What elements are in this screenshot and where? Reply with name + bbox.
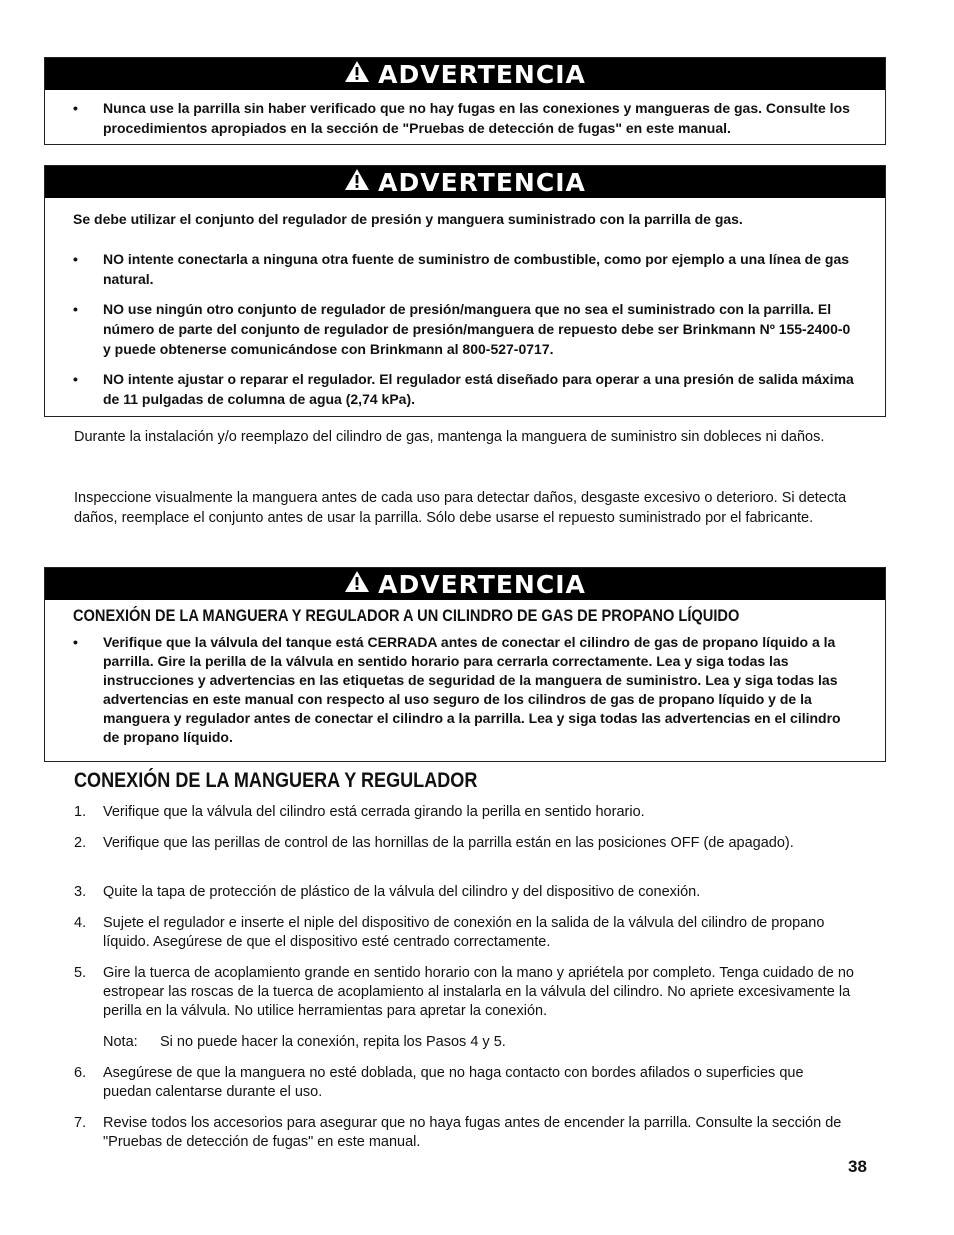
warning-triangle-icon [344, 168, 370, 196]
warning-bullet: • Nunca use la parrilla sin haber verificado que no hay fugas en las conexiones y mangueras de gas. Consulte los procedimientos apropiados en la sección de "Pruebas de detección de fugas" en este manual. [73, 98, 859, 138]
step-text: Verifique que la válvula del cilindro está cerrada girando la perilla en sentido horario. [103, 804, 645, 820]
body-paragraph: Durante la instalación y/o reemplazo del cilindro de gas, mantenga la manguera de suministro sin dobleces ni daños. [74, 429, 825, 445]
warning-triangle-icon [344, 570, 370, 598]
list-item [74, 834, 854, 853]
warning-title: ADVERTENCIA [378, 59, 586, 89]
step-number: 4. [74, 915, 87, 931]
section-heading: CONEXIÓN DE LA MANGUERA Y REGULADOR [74, 769, 478, 792]
step-text: Asegúrese de que la manguera no esté doblada, que no haga contacto con bordes afilados o superficies que puedan calentarse durante el uso. [103, 1065, 804, 1100]
list-item [74, 883, 854, 902]
warning-triangle-icon [344, 60, 370, 88]
step-number: 2. [74, 835, 87, 851]
step-number: 5. [74, 965, 87, 981]
warning-box-3 [44, 567, 886, 762]
list-item [74, 964, 854, 1021]
warning-title: ADVERTENCIA [378, 167, 586, 197]
list-item [74, 803, 854, 822]
list-item [74, 1064, 854, 1102]
warning-header [45, 568, 885, 600]
step-text: Gire la tuerca de acoplamiento grande en sentido horario con la mano y apriétela por completo. Tenga cuidado de no estropear las roscas de la tuerca de acoplamiento al instalarla en la válvula del cilindro. No apriete excesivamente la perilla en la válvula. No utilice herramientas para apretar la conexión. [103, 965, 854, 1019]
warning-bullet: • Verifique que la válvula del tanque está CERRADA antes de conectar el cilindro de gas de propano líquido a la parrilla. Gire la perilla de la válvula en sentido horario para cerrarla correctamente. Lea y siga todas las instrucciones y advertencias en las etiquetas de seguridad de la manguera de suministro. Lea y siga todas las advertencias en este manual con respecto al uso seguro de los cilindros de gas de propano líquido y de la manguera y regulador antes de conectar el cilindro a la parrilla. Lea y siga todas las advertencias en el cilindro de propano líquido. [73, 633, 859, 747]
list-item [74, 1114, 854, 1152]
warning-box-1 [44, 57, 886, 145]
warning-bullet: • NO use ningún otro conjunto de regulador de presión/manguera que no sea el suministrado con la parrilla. El número de parte del conjunto de regulador de presión/manguera de repuesto debe ser Brinkmann Nº 155-2400-0 y puede obtenerse comunicándose con Brinkmann al 800-527-0717. [73, 299, 859, 359]
note-text: Si no puede hacer la conexión, repita los Pasos 4 y 5. [160, 1034, 506, 1050]
body-paragraph: Inspeccione visualmente la manguera antes de cada uso para detectar daños, desgaste excesivo o deterioro. Si detecta daños, reemplace el conjunto antes de usar la parrilla. Sólo debe usarse el repuesto suministrado por el fabricante. [74, 490, 847, 526]
warning-bullet: • NO intente ajustar o reparar el regulador. El regulador está diseñado para operar a una presión de salida máxima de 11 pulgadas de columna de agua (2,74 kPa). [73, 369, 859, 409]
warning-subheading: CONEXIÓN DE LA MANGUERA Y REGULADOR A UN CILINDRO DE GAS DE PROPANO LÍQUIDO [73, 606, 740, 625]
note-label: Nota: [103, 1034, 138, 1050]
step-number: 7. [74, 1115, 87, 1131]
step-text: Sujete el regulador e inserte el niple del dispositivo de conexión en la salida de la válvula del cilindro de propano líquido. Asegúrese de que el dispositivo esté centrado correctamente. [103, 915, 825, 950]
warning-box-2 [44, 165, 886, 417]
list-item [74, 914, 854, 952]
warning-bullet: • NO intente conectarla a ninguna otra fuente de suministro de combustible, como por ejemplo a una línea de gas natural. [73, 249, 859, 289]
note [74, 1033, 854, 1052]
step-text: Quite la tapa de protección de plástico de la válvula del cilindro y del dispositivo de conexión. [103, 884, 701, 900]
page-number: 38 [848, 1157, 867, 1176]
step-text: Revise todos los accesorios para asegurar que no haya fugas antes de encender la parrilla. Consulte la sección de "Pruebas de detección de fugas" en este manual. [103, 1115, 842, 1150]
step-number: 1. [74, 804, 87, 820]
warning-intro: Se debe utilizar el conjunto del regulador de presión y manguera suministrado con la parrilla de gas. [73, 211, 743, 227]
step-text: Verifique que las perillas de control de las hornillas de la parrilla están en las posiciones OFF (de apagado). [103, 835, 794, 851]
warning-header [45, 58, 885, 90]
step-number: 3. [74, 884, 87, 900]
step-number: 6. [74, 1065, 87, 1081]
warning-header [45, 166, 885, 198]
warning-title: ADVERTENCIA [378, 569, 586, 599]
